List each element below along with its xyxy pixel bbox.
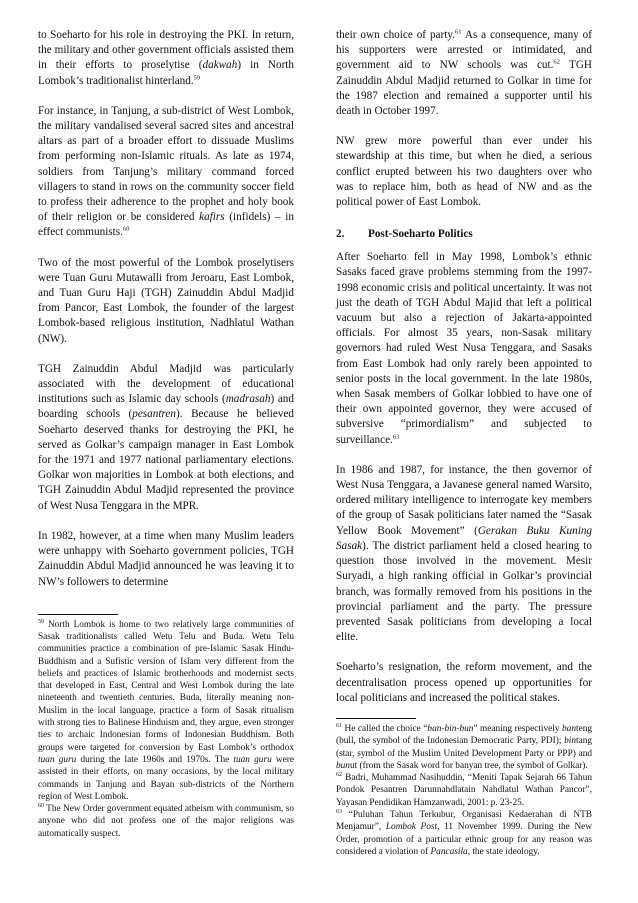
paragraph-10: Soeharto’s resignation, the reform movement, and the decentralisation process opened up opportunities for local politicians and increased the political stakes. xyxy=(336,661,592,704)
section-heading: 2. Post-Soeharto Politics xyxy=(336,228,473,241)
footnote-ref-60[interactable]: 60 xyxy=(122,225,130,233)
footnote-59: $^{59}$ North Lombok is home to two relatively large communities of Sasak traditionalists called Wetu Telu and Buda. Wetu Telu communities practice a combination of pre-Islamic Sasak Hindu-Buddhism and a Sufistic version of Islam very different from the beliefs and practices of Islamic brotherhoods and modernist sects that developed in East, Central and West Lombok during the late nineteenth and twentieth centuries. Buda, literally meaning non-Muslim in the local language, practice a form of Sasak ritualism with strong ties to Balinese Hinduism and, they argue, even stronger ties to archaic Indonesian forms of Indonesian Buddhism. Both groups were targeted for conversion by East Lombok’s orthodox tuan guru during the late 1960s and 1970s. The tuan guru were assisted in their efforts, on many occasions, by the local military commands in Tanjung and Bayan sub-districts of the Northern region of West Lombok. xyxy=(38,618,294,802)
paragraph-5: In 1982, however, at a time when many Muslim leaders were unhappy with Soeharto government policies, TGH Zainuddin Abdul Madjid announced he was leaving it to NW’s followers to determine xyxy=(38,529,294,588)
paragraph-8: After Soeharto fell in May 1998, Lombok’s ethnic Sasaks faced grave problems stemming from the 1997-1998 economic crisis and political uncertainty. It was not just the death of TGH Abdul Majid that left a political vacuum but also a rejection of Jakarta-appointed officials. For almost 35 years, non-Sasak military governors had ruled West Nusa Tenggara, and Sasaks from East Lombok had only rarely been appointed to senior posts in the local government. In the late 1980s, when Sasak members of Golkar lobbied to have one of their own appointed governor, they were accused of subversive “primordialism” and subjected to surveillance.$^{63}$ xyxy=(336,251,592,446)
footnote-61: $^{61}$ He called the choice “ban-bin-bun” meaning respectively banteng (bull, the symbol of the Indonesian Democratic Party, PDI); bintang (star, symbol of the Muslim United Development Party or PPP) and bunut (from the Sasak word for banyan tree, the symbol of Golkar). xyxy=(336,722,592,771)
paragraph-2: For instance, in Tanjung, a sub-district of West Lombok, the military vandalised several sacred sites and ancestral altars as part of a broader effort to dissuade Muslims from performing non-Islamic rituals. As late as 1974, soldiers from Tanjung’s military command forced villagers to stand in rows on the community soccer field to profess their adherence to the prophet and holy book of their religion or be considered kafirs (infidels) – in effect communists.$^{60}$ xyxy=(38,104,294,239)
paragraph-3: Two of the most powerful of the Lombok proselytisers were Tuan Guru Mutawalli from Jeroaru, East Lombok, and Tuan Guru Haji (TGH) Zainuddin Abdul Madjid from Pancor, East Lombok, the founder of the largest Lombok-based religious institution, Nadhlatul Wathan (NW). xyxy=(38,256,294,345)
footnote-ref-61[interactable]: 61 xyxy=(455,28,462,36)
paragraph-7: NW grew more powerful than ever under his stewardship at this time, but when he died, a serious conflict erupted between his two daughters over who was to replace him, both as head of NW and as the political power of East Lombok. xyxy=(336,135,592,209)
footnote-separator xyxy=(38,614,118,615)
footnote-ref-59[interactable]: 59 xyxy=(193,73,201,81)
left-column xyxy=(38,28,294,840)
footnote-63: $^{63}$ “Puluhan Tahun Terkubur, Organisasi Kedaerahan di NTB Menjamur”, Lombok Post, 11 November 1999. During the New Order, promotion of a particular ethnic group for any reason was considered a violation of Pancasila, the state ideology. xyxy=(336,808,592,857)
footnote-60: $^{60}$ The New Order government equated atheism with communism, so anyone who did not profess one of the major religions was automatically suspect. xyxy=(38,803,294,839)
paragraph-4: TGH Zainuddin Abdul Madjid was particularly associated with the development of educational institutions such as Islamic day schools (madrasah) and boarding schools (pesantren). Because he believed Soeharto deserved thanks for destroying the PKI, he served as Golkar’s campaign manager in East Lombok for the 1971 and 1977 national parliamentary elections. Golkar won majorities in Lombok at both elections, and TGH Zainuddin Abdul Madjid represented the province of West Nusa Tenggara in the MPR. xyxy=(38,362,294,512)
footnote-separator xyxy=(336,718,416,719)
paragraph-1: to Soeharto for his role in destroying the PKI. In return, the military and other government officials assisted them in their efforts to proselytise (dakwah) in North Lombok’s traditionalist hinterland.$^{59}$ xyxy=(38,29,294,87)
right-column xyxy=(336,28,592,858)
footnote-ref-62[interactable]: 62 xyxy=(553,58,560,66)
paragraph-9: In 1986 and 1987, for instance, the then governor of West Nusa Tenggara, a Javanese general named Warsito, ordered military intelligence to interrogate key members of the group of Sasak politicians later named the “Sasak Yellow Book Movement” (Gerakan Buku Kuning Sasak). The district parliament held a closed hearing to question those involved in the movement. Mesir Suryadi, a high ranking official in Golkar’s provincial branch, was formally removed from his positions in the provincial parliament and the party. The pressure prevented Sasak politicians from developing a local elite. xyxy=(336,463,593,644)
paragraph-6: their own choice of party.$^{61}$ As a consequence, many of his supporters were arrested or intimidated, and government aid to NW schools was cut.$^{62}$ TGH Zainuddin Abdul Madjid returned to Golkar in time for the 1987 election and remained a supporter until his death in October 1997. xyxy=(336,28,593,118)
footnote-62: $^{62}$ Badri, Muhammad Nasihuddin, “Meniti Tapak Sejarah 66 Tahun Pondok Pesantren Darunnahdlatain Nahdlatul Wathan Pancor”, Yayasan Pendidikan Hamzanwadi, 2001: p. 23-25. xyxy=(336,772,592,808)
footnote-ref-63[interactable]: 63 xyxy=(392,432,400,440)
